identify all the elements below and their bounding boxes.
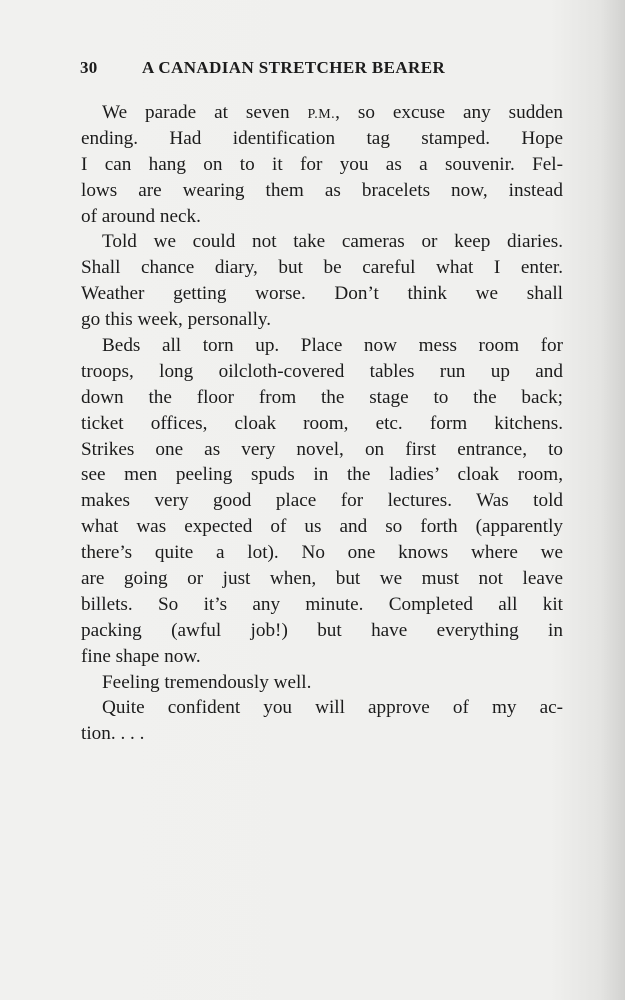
text-line: see men peeling spuds in the ladies’ cloak room, — [81, 464, 563, 486]
text-line: down the floor from the stage to the back; — [81, 386, 563, 408]
running-head — [80, 58, 550, 84]
text-line: Quite confident you will approve of my ac- — [102, 697, 563, 719]
text-line: billets. So it’s any minute. Completed all kit — [81, 593, 563, 615]
text-line: Told we could not take cameras or keep diaries. — [102, 231, 563, 253]
text-line: Shall chance diary, but be careful what I enter. — [81, 257, 563, 279]
book-title: A CANADIAN STRETCHER BEARER — [142, 58, 446, 77]
text-line: fine shape now. — [81, 645, 201, 667]
text-line: makes very good place for lectures. Was told — [81, 490, 563, 512]
text-line: Weather getting worse. Don’t think we shall — [81, 283, 563, 305]
text-line: Feeling tremendously well. — [102, 671, 312, 693]
text-line: lows are wearing them as bracelets now, instead — [81, 179, 563, 201]
text-line: go this week, personally. — [81, 309, 272, 331]
body-text — [81, 100, 563, 747]
text-line: Strikes one as very novel, on first entrance, to — [81, 438, 563, 460]
text-line — [81, 100, 563, 126]
text-line: what was expected of us and so forth (apparently — [81, 516, 563, 538]
small-caps-abbreviation: P.M. — [307, 107, 336, 122]
text-line: tion. . . . — [81, 723, 145, 745]
text-line: I can hang on to it for you as a souvenir. Fel- — [81, 153, 563, 175]
paragraph — [81, 333, 563, 670]
text-run: , so excuse any sudden — [335, 102, 563, 123]
text-line: ending. Had identification tag stamped. Hope — [81, 127, 563, 149]
text-line: troops, long oilcloth-covered tables run up and — [81, 360, 563, 382]
text-line: ticket offices, cloak room, etc. form kitchens. — [81, 412, 563, 434]
text-run: We parade at seven — [102, 102, 308, 123]
text-line: packing (awful job!) but have everything in — [81, 619, 563, 641]
paragraph — [81, 229, 563, 333]
text-line: of around neck. — [81, 205, 201, 227]
paragraph — [81, 670, 563, 696]
text-line: are going or just when, but we must not leave — [81, 568, 563, 590]
paragraph — [81, 100, 563, 229]
text-line: there’s quite a lot). No one knows where we — [81, 542, 563, 564]
text-line: Beds all torn up. Place now mess room for — [102, 335, 563, 357]
page-number: 30 — [80, 58, 98, 77]
paragraph — [81, 695, 563, 747]
